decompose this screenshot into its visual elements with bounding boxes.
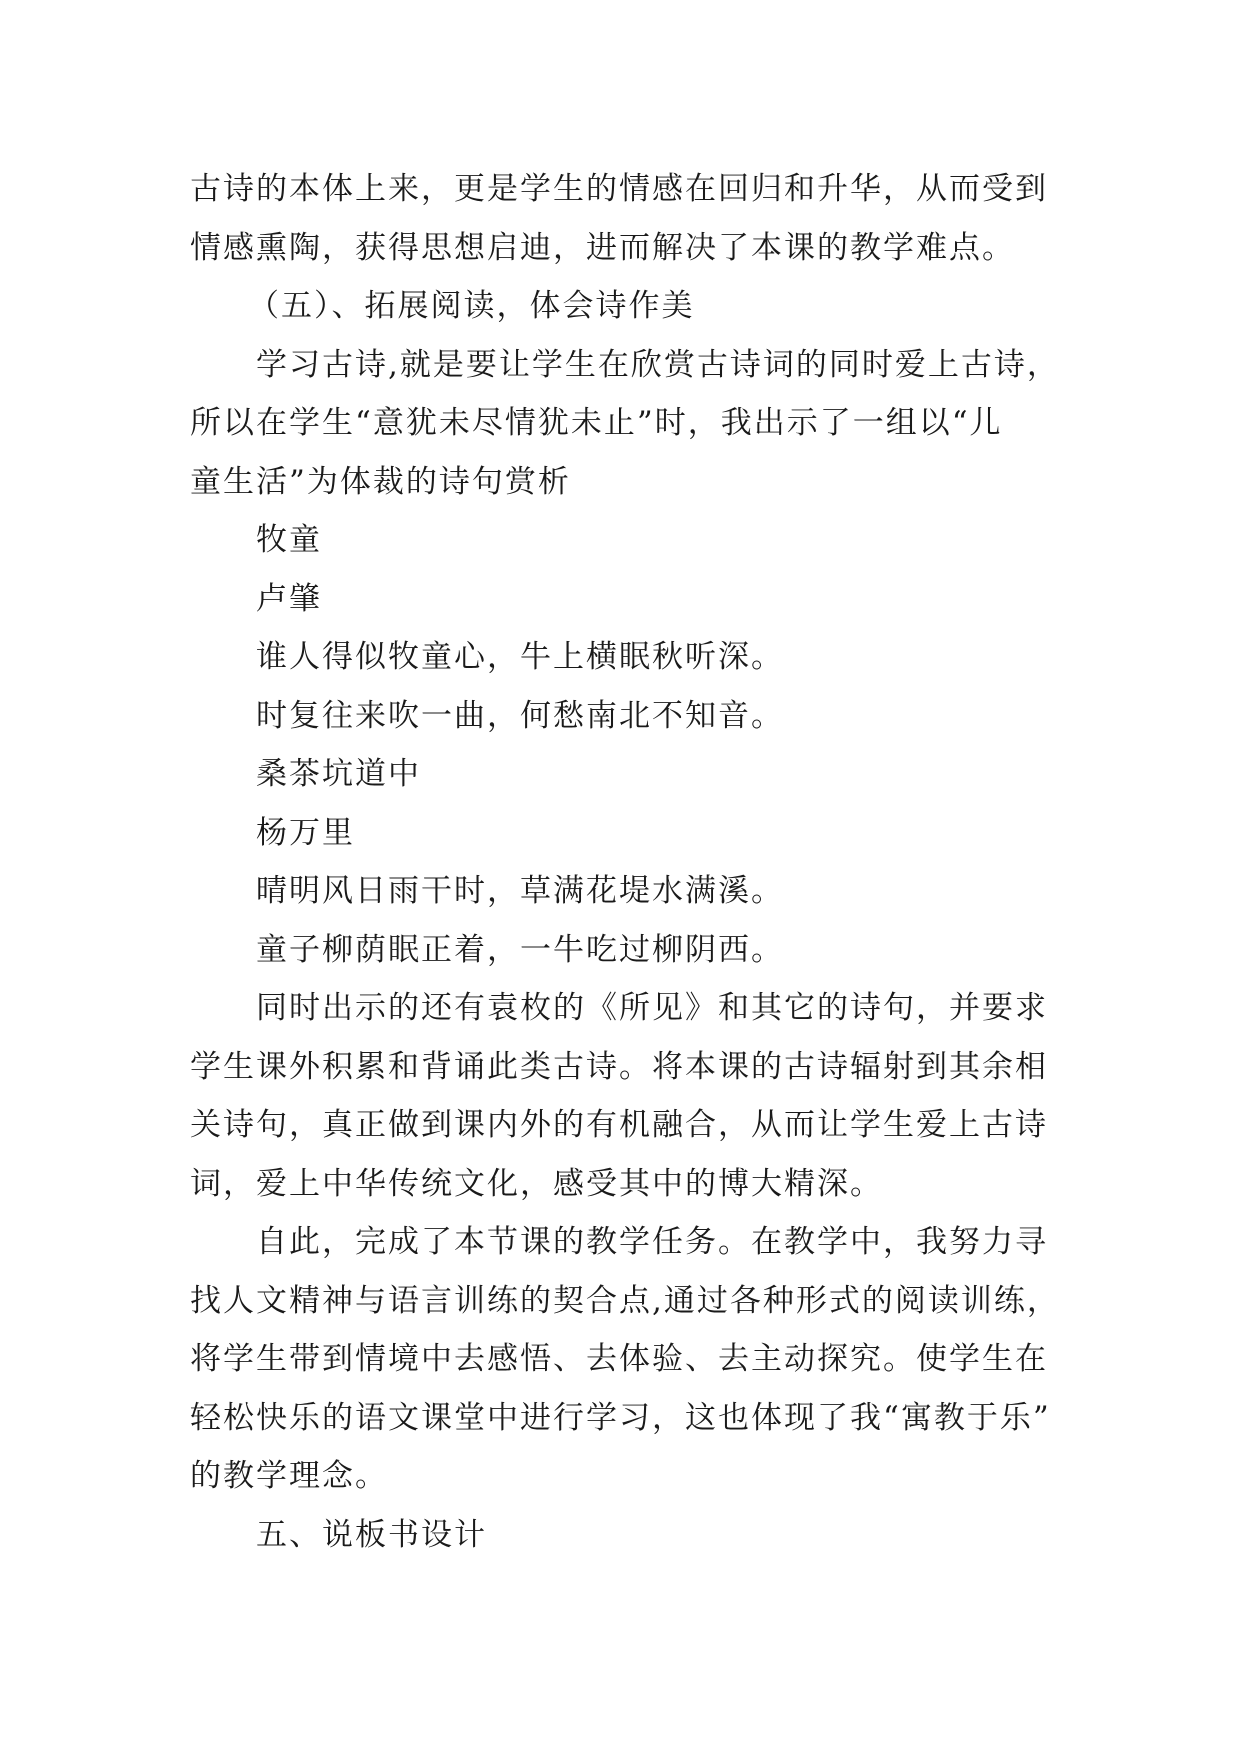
paragraph-line: 将学生带到情境中去感悟、去体验、去主动探究。使学生在 [190,1341,1048,1377]
document-body [190,160,1060,1564]
paragraph-line: 情感熏陶，获得思想启迪，进而解决了本课的教学难点。 [190,229,1015,266]
paragraph-line: 同时出示的还有袁枚的《所见》和其它的诗句，并要求 [256,990,1048,1026]
paragraph-line: 学生课外积累和背诵此类古诗。将本课的古诗辐射到其余相 [190,1048,1048,1085]
poem-verse: 时复往来吹一曲，何愁南北不知音。 [256,697,784,734]
section-heading: （五）、拓展阅读，体会诗作美 [248,288,695,324]
paragraph-line: 童生活”为体裁的诗句赏析 [190,463,571,500]
paragraph-line: 的教学理念。 [190,1458,388,1494]
poem-author: 杨万里 [256,814,355,851]
paragraph-line: 关诗句，真正做到课内外的有机融合，从而让学生爱上古诗 [190,1107,1048,1143]
poem-title: 桑茶坑道中 [256,756,421,792]
paragraph-line: 轻松快乐的语文课堂中进行学习，这也体现了我“寓教于乐” [190,1399,1051,1436]
poem-verse: 谁人得似牧童心，牛上横眠秋听深。 [256,639,784,675]
paragraph-line: 学习古诗,就是要让学生在欣赏古诗词的同时爱上古诗， [256,346,1060,383]
poem-verse: 晴明风日雨干时，草满花堤水满溪。 [256,873,784,909]
poem-title: 牧童 [256,522,322,558]
paragraph-line: 词，爱上中华传统文化，感受其中的博大精深。 [190,1165,883,1202]
paragraph-line: 所以在学生“意犹未尽情犹未止”时，我出示了一组以“儿 [190,405,1003,441]
paragraph-line: 古诗的本体上来，更是学生的情感在回归和升华，从而受到 [190,171,1048,207]
paragraph-line: 自此，完成了本节课的教学任务。在教学中，我努力寻 [256,1224,1048,1260]
paragraph-line: 找人文精神与语言训练的契合点,通过各种形式的阅读训练， [190,1282,1060,1319]
poem-verse: 童子柳荫眠正着，一牛吃过柳阴西。 [256,931,784,968]
section-heading: 五、说板书设计 [256,1516,487,1553]
poem-author: 卢肇 [256,580,322,617]
